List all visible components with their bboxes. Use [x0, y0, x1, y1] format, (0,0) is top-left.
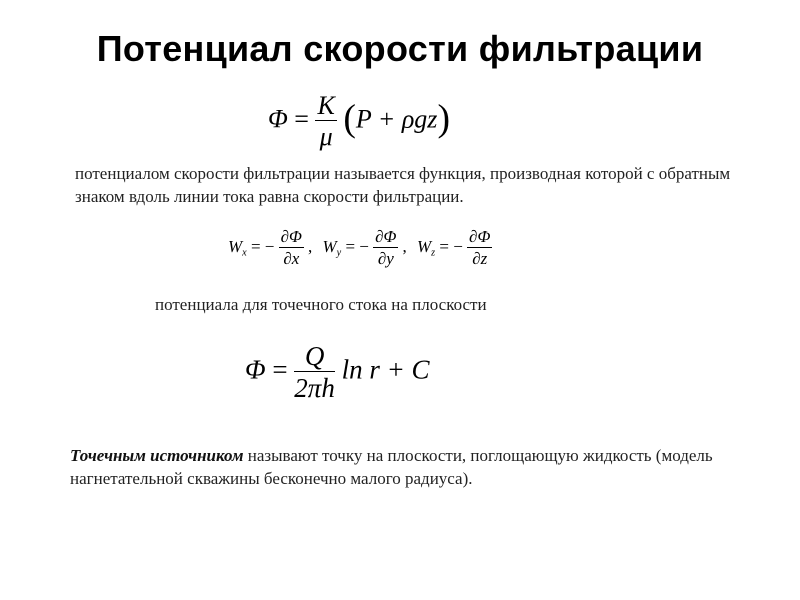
partial-fraction [467, 228, 492, 268]
velocity-z [416, 227, 492, 268]
separator: , [307, 236, 313, 256]
velocity-equals: = − [250, 236, 275, 256]
partial-numerator: ∂Φ [375, 227, 397, 246]
source-term: Точечным источником [70, 446, 244, 465]
velocity-var: W [322, 236, 337, 256]
potential-formula [268, 92, 450, 151]
definition-text: потенциалом скорости фильтрации называется функция, производная которой с обратным знаком вдоль линии тока равна скорости фильтрации. [75, 164, 731, 206]
pressure-term: P + ρgz [355, 104, 438, 134]
open-paren: ( [343, 97, 356, 140]
partial-denominator: ∂x [283, 248, 300, 268]
fraction-numerator: Q [294, 342, 335, 372]
partial-fraction [279, 228, 304, 268]
k-over-mu-fraction [315, 92, 336, 151]
partial-denominator: ∂z [472, 248, 488, 268]
sink-caption: потенциала для точечного стока на плоскости [155, 295, 487, 314]
velocity-x [228, 227, 322, 268]
source-note [70, 444, 750, 490]
velocity-subscript: z [431, 247, 436, 259]
velocity-equals: = − [345, 236, 369, 256]
formula-equals: = [294, 104, 309, 134]
source-description: называют точку на плоскости, поглощающую жидкость (модель нагнетательной скважины бесконечно малого радиуса). [70, 446, 713, 488]
q-over-2pih-fraction [294, 342, 335, 403]
partial-fraction [373, 228, 398, 268]
separator: , [402, 236, 407, 256]
slide-title: Потенциал скорости фильтрации [96, 28, 704, 69]
velocity-components [228, 228, 492, 268]
partial-denominator: ∂y [377, 248, 394, 268]
fraction-denominator: μ [319, 122, 333, 152]
velocity-var: W [416, 236, 432, 256]
velocity-equals: = − [439, 236, 463, 256]
velocity-subscript: y [336, 247, 342, 259]
close-paren: ) [437, 97, 450, 140]
sink-formula [245, 342, 430, 403]
fraction-denominator: 2πh [294, 373, 335, 404]
fraction-numerator: K [317, 91, 335, 120]
velocity-var: W [228, 236, 243, 256]
velocity-subscript: x [242, 247, 247, 259]
partial-numerator: ∂Φ [280, 227, 302, 246]
formula-equals: = [272, 354, 288, 385]
formula-lhs: Φ [268, 104, 288, 134]
formula-lhs: Φ [245, 354, 266, 385]
partial-numerator: ∂Φ [469, 227, 491, 246]
velocity-y [322, 227, 416, 268]
log-term: ln r + C [341, 354, 430, 385]
